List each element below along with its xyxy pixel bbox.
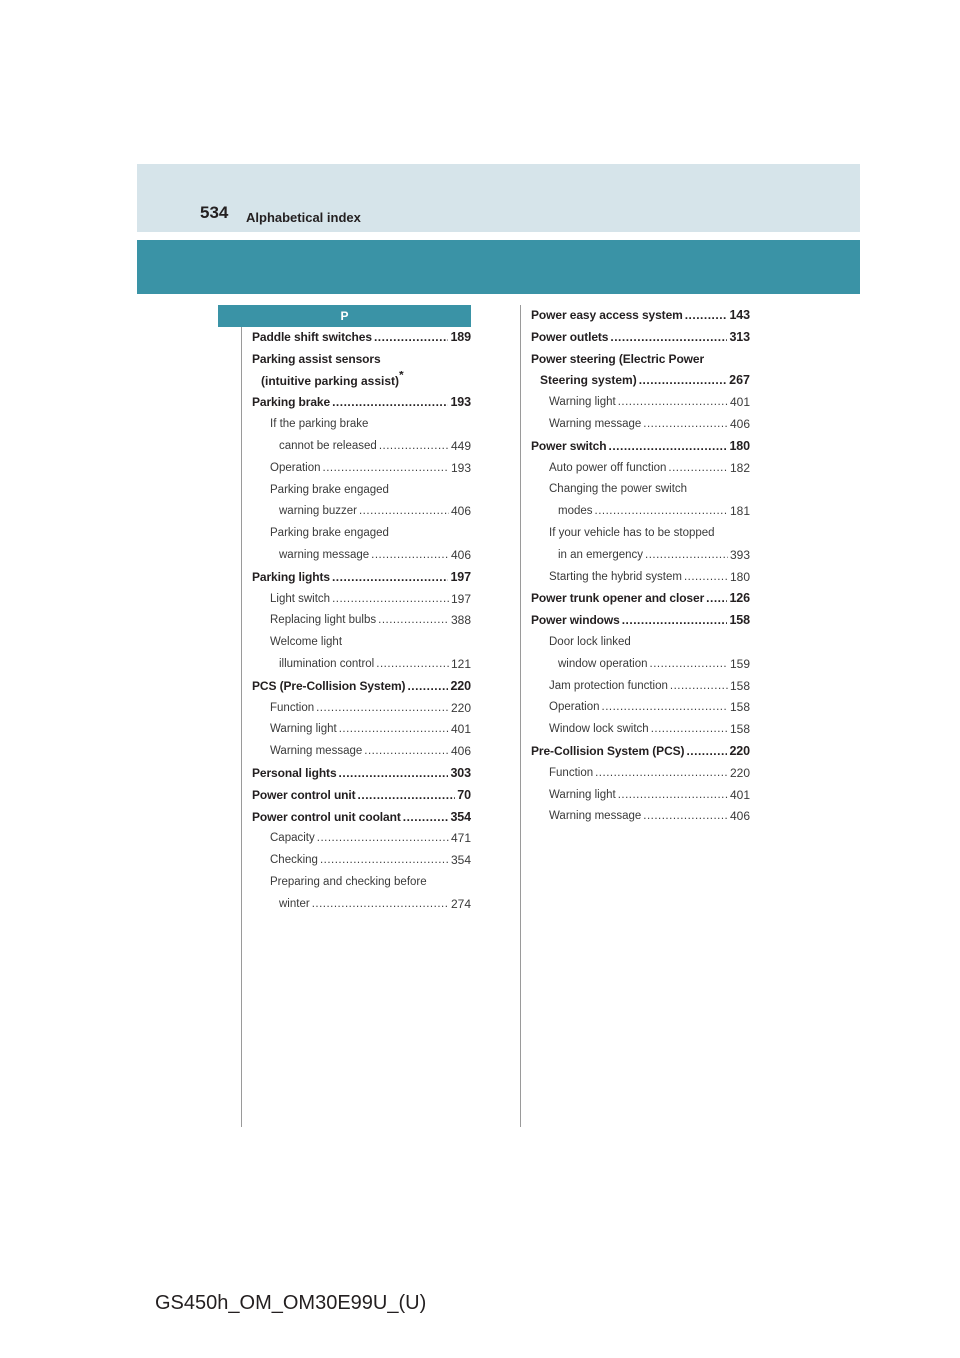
entry-text: Operation — [270, 461, 321, 474]
entry-text: Window lock switch — [549, 723, 649, 736]
leader-dots — [332, 567, 448, 589]
page-reference: 401 — [729, 395, 750, 410]
page-reference: 401 — [450, 722, 471, 737]
page-reference: 158 — [729, 613, 750, 628]
entry-text: Power outlets — [531, 329, 609, 344]
page-reference: 158 — [729, 678, 750, 693]
index-entry — [531, 676, 750, 698]
page-reference: 193 — [450, 460, 471, 475]
index-entry — [252, 436, 471, 458]
leader-dots — [339, 763, 449, 785]
leader-dots — [618, 785, 728, 807]
entry-text: Welcome light — [270, 636, 343, 649]
index-entry — [531, 785, 750, 807]
leader-dots — [610, 327, 727, 349]
page-reference: 159 — [729, 656, 750, 671]
leader-dots — [651, 719, 728, 741]
index-entry — [531, 741, 750, 763]
page-reference: 388 — [450, 613, 471, 628]
page-reference: 406 — [729, 416, 750, 431]
leader-dots — [332, 392, 448, 414]
entry-text: Power trunk opener and closer — [531, 591, 705, 606]
entry-text: Pre-Collision System (PCS) — [531, 743, 685, 758]
index-entry — [531, 545, 750, 567]
entry-text: Personal lights — [252, 765, 337, 780]
leader-dots — [374, 327, 449, 349]
leader-dots — [602, 697, 728, 719]
entry-text: If the parking brake — [270, 418, 369, 431]
entry-text: Parking assist sensors — [252, 351, 381, 366]
index-entry — [531, 654, 750, 676]
index-entry — [252, 545, 471, 567]
entry-text: Parking brake engaged — [270, 527, 389, 540]
index-entry — [252, 371, 471, 393]
leader-dots — [378, 610, 449, 632]
leader-dots — [609, 436, 728, 458]
index-entry — [252, 828, 471, 850]
entry-text: Starting the hybrid system — [549, 570, 682, 583]
leader-dots — [323, 458, 449, 480]
entry-text: Power windows — [531, 613, 620, 628]
index-entry — [252, 785, 471, 807]
page-reference: 182 — [729, 460, 750, 475]
entry-text: Power steering (Electric Power — [531, 351, 705, 366]
page-reference: 220 — [450, 678, 471, 693]
leader-dots — [407, 676, 448, 698]
leader-dots — [403, 807, 449, 829]
index-entry — [531, 806, 750, 828]
leader-dots — [595, 763, 728, 785]
entry-text: Parking brake — [252, 395, 331, 410]
page-reference: 158 — [729, 700, 750, 715]
index-entry — [531, 414, 750, 436]
right-index-column — [531, 305, 750, 828]
page-reference: 220 — [450, 700, 471, 715]
index-entry — [252, 414, 471, 436]
leader-dots — [685, 305, 728, 327]
entry-text: Replacing light bulbs — [270, 614, 377, 627]
index-entry — [531, 349, 750, 371]
entry-text: Warning message — [549, 810, 642, 823]
leader-dots — [379, 436, 449, 458]
entry-text: (intuitive parking assist) — [261, 373, 400, 388]
index-entry — [531, 523, 750, 545]
left-column-rule — [241, 305, 242, 1127]
index-entry — [252, 872, 471, 894]
page-reference: 158 — [729, 722, 750, 737]
leader-dots — [371, 545, 449, 567]
page-reference: 126 — [729, 591, 750, 606]
index-entry — [252, 894, 471, 916]
leader-dots — [376, 654, 449, 676]
header-accent-band — [137, 240, 860, 294]
index-entry — [252, 632, 471, 654]
leader-dots — [359, 501, 449, 523]
index-entry — [252, 392, 471, 414]
page-reference: 180 — [729, 569, 750, 584]
index-entry — [531, 370, 750, 392]
entry-text: window operation — [558, 657, 648, 670]
entry-text: Preparing and checking before — [270, 875, 427, 888]
entry-text: If your vehicle has to be stopped — [549, 526, 715, 539]
page-reference: 197 — [450, 591, 471, 606]
index-entry — [531, 436, 750, 458]
index-entry — [252, 610, 471, 632]
entry-text: Power switch — [531, 438, 607, 453]
page-reference: 406 — [450, 504, 471, 519]
index-entry — [252, 719, 471, 741]
index-entry — [531, 632, 750, 654]
index-entry — [531, 327, 750, 349]
index-entry — [531, 501, 750, 523]
entry-text: Changing the power switch — [549, 483, 688, 496]
index-entry — [252, 676, 471, 698]
entry-text: Auto power off function — [549, 461, 667, 474]
index-entry — [531, 305, 750, 327]
index-entry — [252, 523, 471, 545]
index-entry — [531, 719, 750, 741]
page-reference: 303 — [450, 765, 471, 780]
index-entry — [531, 763, 750, 785]
entry-text: Warning message — [270, 745, 363, 758]
page-reference: 274 — [450, 896, 471, 911]
entry-text: Paddle shift switches — [252, 330, 372, 344]
entry-text: warning buzzer — [279, 505, 357, 518]
leader-dots — [622, 610, 728, 632]
page-reference: 121 — [450, 656, 471, 671]
index-entry — [252, 698, 471, 720]
index-entry — [531, 479, 750, 501]
page-reference: 189 — [450, 330, 471, 344]
entry-text: Warning message — [549, 417, 642, 430]
index-entry — [252, 763, 471, 785]
page-reference: 267 — [729, 373, 750, 388]
index-entry — [252, 327, 471, 349]
entry-text: Function — [270, 701, 315, 714]
index-entry — [531, 697, 750, 719]
index-entry — [252, 567, 471, 589]
index-entry — [531, 588, 750, 610]
index-entry — [252, 349, 471, 371]
entry-text: Checking — [270, 854, 318, 867]
entry-text: PCS (Pre-Collision System) — [252, 678, 406, 693]
entry-text: Function — [549, 766, 594, 779]
entry-text: Parking brake engaged — [270, 483, 389, 496]
leader-dots — [595, 501, 728, 523]
entry-text: Warning light — [549, 788, 616, 801]
index-entry — [252, 458, 471, 480]
page-reference: 354 — [450, 853, 471, 868]
entry-text: Light switch — [270, 592, 331, 605]
index-entry — [252, 807, 471, 829]
entry-text: warning message — [279, 548, 370, 561]
entry-text: Operation — [549, 701, 600, 714]
section-title: Alphabetical index — [246, 210, 361, 225]
leader-dots — [317, 828, 449, 850]
index-entry — [531, 567, 750, 589]
page-reference: 143 — [729, 308, 750, 322]
entry-text: Jam protection function — [549, 679, 668, 692]
index-entry — [252, 501, 471, 523]
page-reference: 471 — [450, 831, 471, 846]
page-reference: 393 — [729, 547, 750, 562]
page-reference: 180 — [729, 438, 750, 453]
page-reference: 70 — [457, 787, 471, 802]
index-entry — [252, 654, 471, 676]
page-reference: 193 — [450, 395, 471, 410]
entry-text: illumination control — [279, 657, 375, 670]
page-reference: 220 — [729, 765, 750, 780]
leader-dots — [645, 545, 728, 567]
entry-text: Power easy access system — [531, 308, 683, 322]
entry-text: Warning light — [270, 723, 337, 736]
page-reference: 449 — [450, 438, 471, 453]
leader-dots — [686, 741, 727, 763]
index-entry — [531, 392, 750, 414]
letter-tab: P — [218, 305, 471, 327]
leader-dots — [320, 850, 449, 872]
leader-dots — [339, 719, 449, 741]
index-entry — [252, 589, 471, 611]
page-reference: 313 — [729, 329, 750, 344]
leader-dots — [618, 392, 728, 414]
footnote-mark: * — [399, 370, 404, 382]
index-entry — [531, 610, 750, 632]
leader-dots — [358, 785, 456, 807]
page-reference: 181 — [729, 504, 750, 519]
leader-dots — [706, 588, 727, 610]
leader-dots — [364, 741, 449, 763]
entry-text: cannot be released — [279, 439, 377, 452]
leader-dots — [639, 370, 727, 392]
index-entry — [252, 850, 471, 872]
entry-text: modes — [558, 505, 593, 518]
entry-text: Warning light — [549, 396, 616, 409]
left-index-column — [252, 327, 471, 916]
page-reference: 197 — [450, 569, 471, 584]
entry-text: Door lock linked — [549, 635, 631, 648]
page-reference: 220 — [729, 743, 750, 758]
page-reference: 406 — [729, 809, 750, 824]
index-entry — [252, 741, 471, 763]
entry-text: winter — [279, 897, 310, 910]
document-code: GS450h_OM_OM30E99U_(U) — [155, 1292, 427, 1314]
leader-dots — [332, 589, 449, 611]
page-reference: 406 — [450, 547, 471, 562]
leader-dots — [316, 698, 449, 720]
entry-text: in an emergency — [558, 548, 644, 561]
entry-text: Steering system) — [540, 373, 637, 388]
page-reference: 401 — [729, 787, 750, 802]
entry-text: Parking lights — [252, 569, 330, 584]
page-number: 534 — [200, 203, 229, 222]
leader-dots — [684, 567, 728, 589]
leader-dots — [643, 806, 728, 828]
leader-dots — [670, 676, 728, 698]
entry-text: Capacity — [270, 832, 315, 845]
page-reference: 354 — [450, 809, 471, 824]
leader-dots — [650, 654, 728, 676]
index-entry — [252, 480, 471, 502]
page-reference: 406 — [450, 744, 471, 759]
leader-dots — [668, 458, 728, 480]
entry-text: Power control unit — [252, 787, 356, 802]
leader-dots — [312, 894, 449, 916]
leader-dots — [643, 414, 728, 436]
entry-text: Power control unit coolant — [252, 809, 401, 824]
right-column-rule — [520, 305, 521, 1127]
index-entry — [531, 458, 750, 480]
